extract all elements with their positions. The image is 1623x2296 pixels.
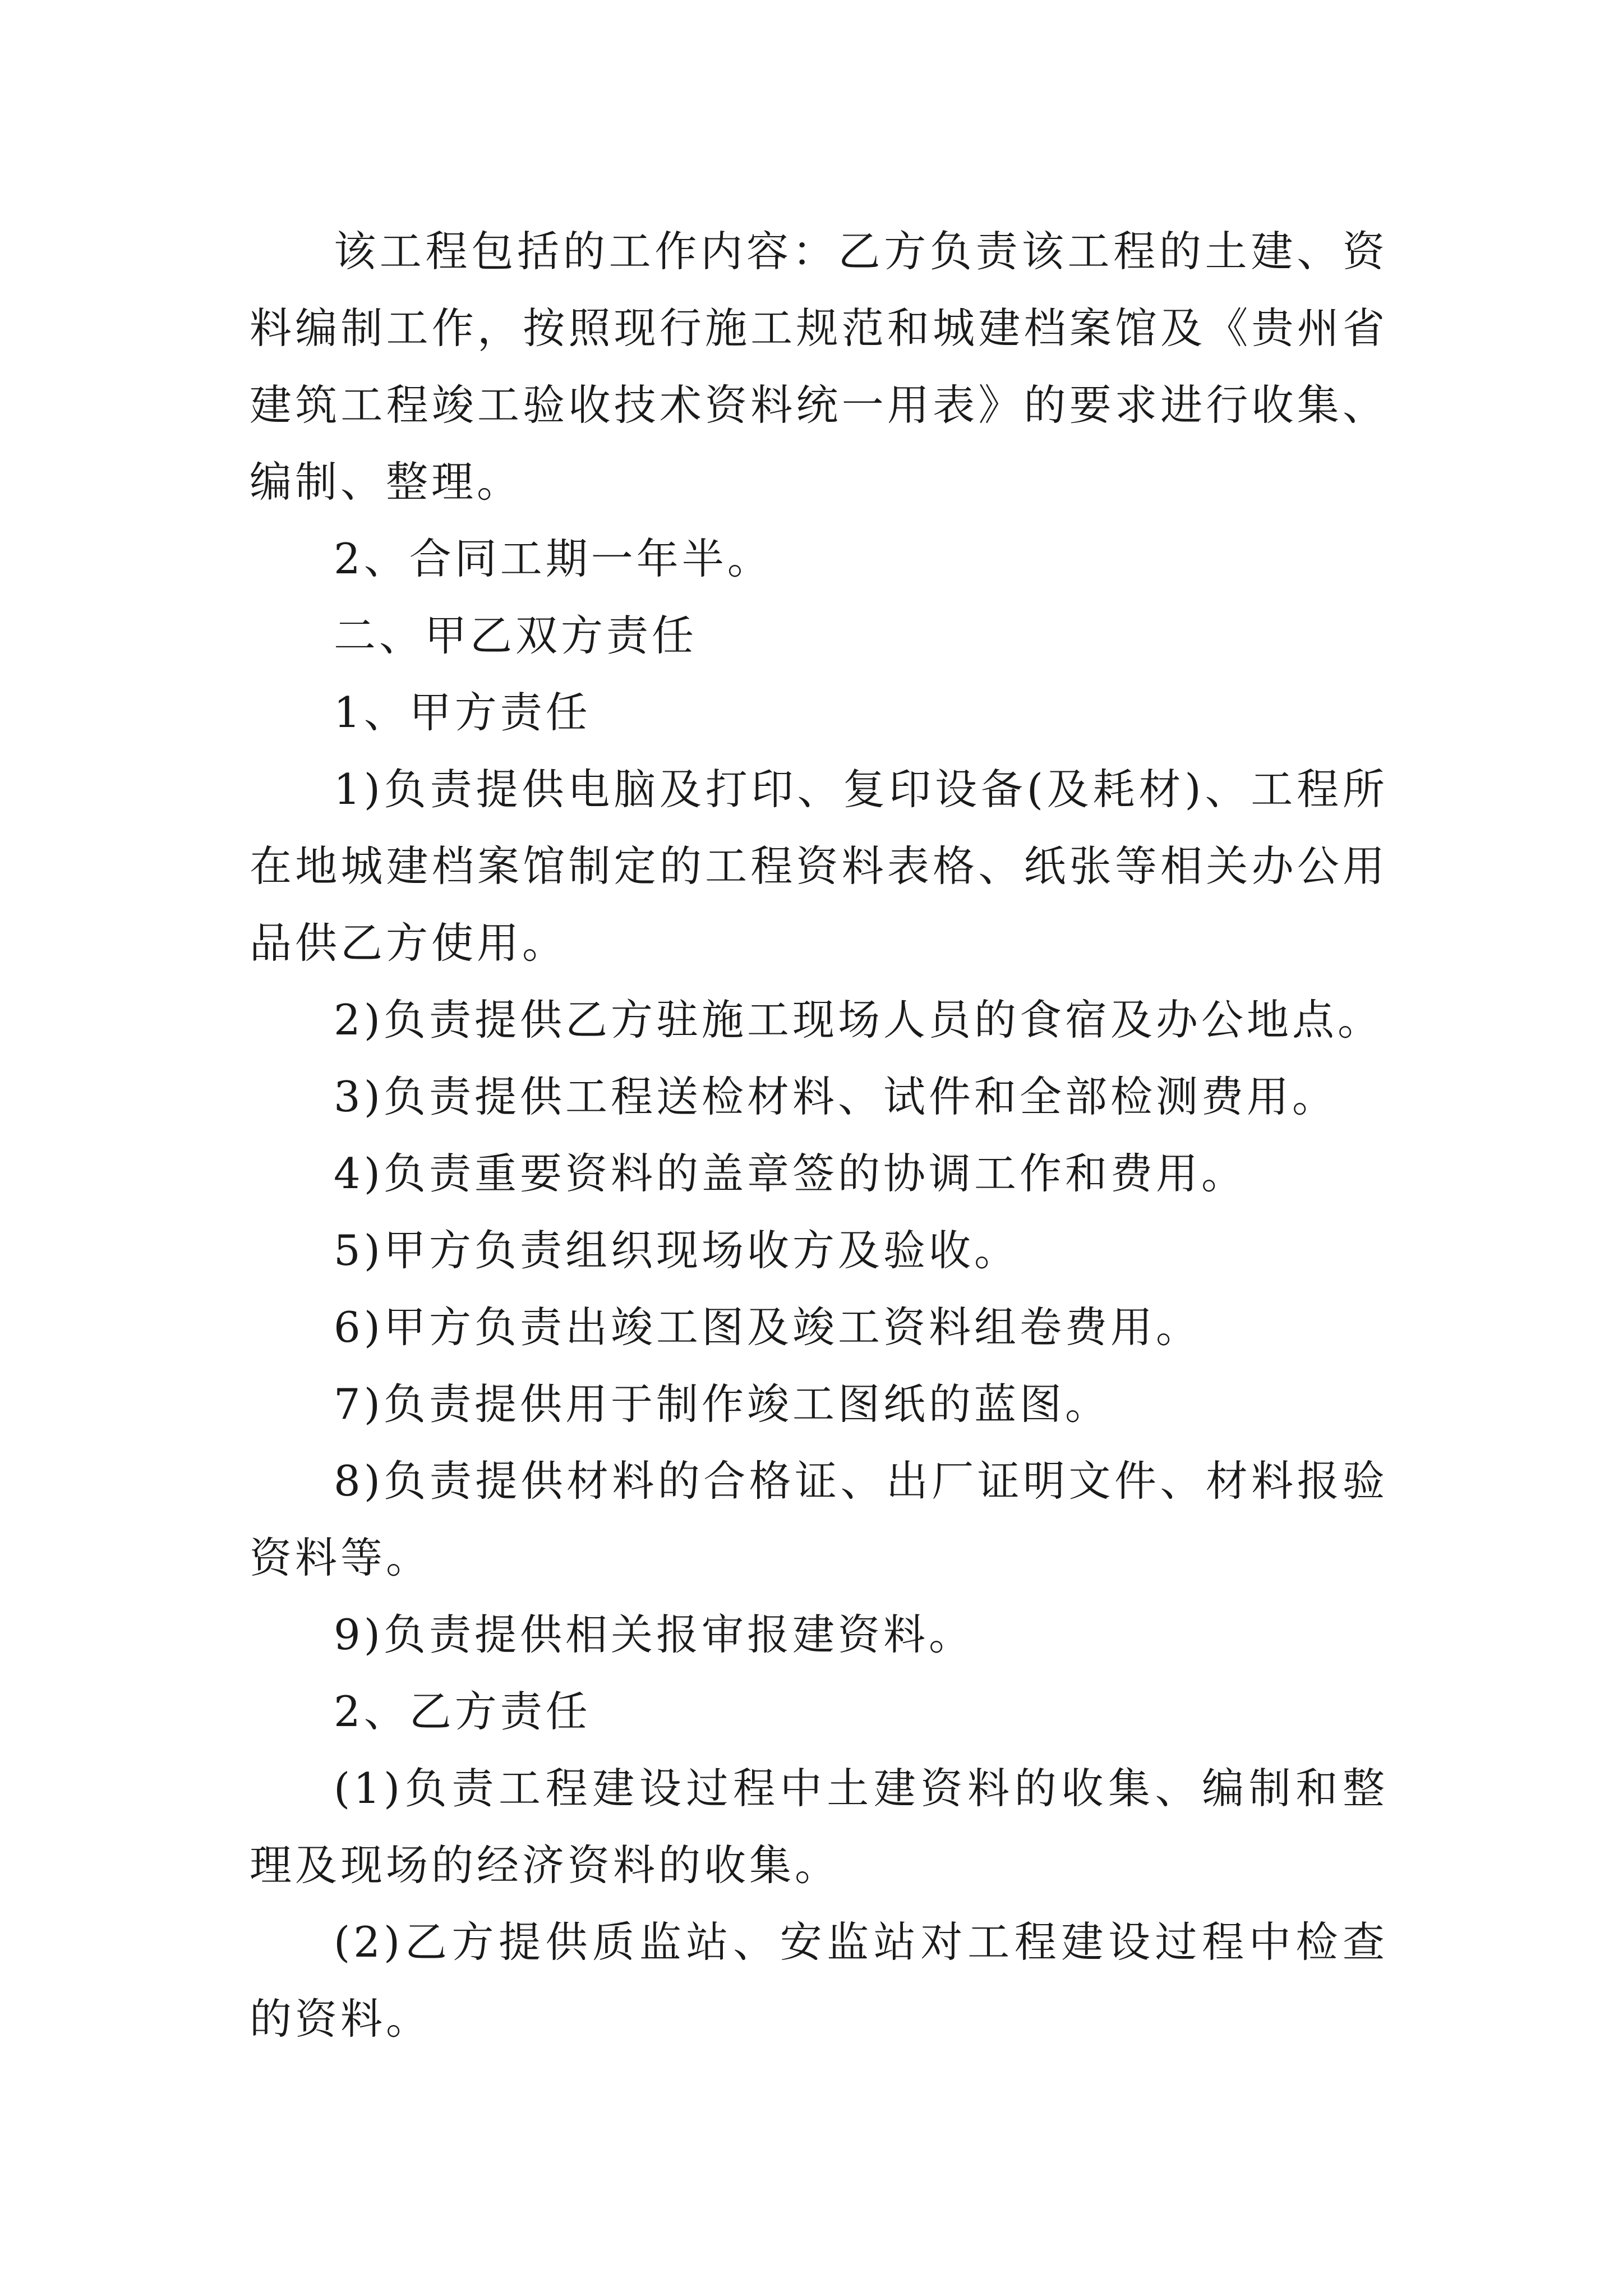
paragraph-work-content: 该工程包括的工作内容：乙方负责该工程的土建、资料编制工作，按照现行施工规范和城建档案馆及《贵州省建筑工程竣工验收技术资料统一用表》的要求进行收集、编制、整理。 [250,227,1388,507]
list-item-a-3: 3)负责提供工程送检材料、试件和全部检测费用。 [334,1072,1338,1121]
list-item-a-6: 6)甲方负责出竣工图及竣工资料组卷费用。 [334,1303,1201,1352]
list-item-b-2: (2)乙方提供质监站、安监站对工程建设过程中检查的资料。 [250,1917,1388,2044]
list-item-a-8: 8)负责提供材料的合格证、出厂证明文件、材料报验资料等。 [250,1456,1388,1582]
list-item-a-1: 1)负责提供电脑及打印、复印设备(及耗材)、工程所在地城建档案馆制定的工程资料表格、纸张等相关办公用品供乙方使用。 [250,765,1388,968]
list-item-a-4: 4)负责重要资料的盖章签的协调工作和费用。 [334,1149,1247,1198]
document-body [250,213,1388,2058]
list-item-a-7: 7)负责提供用于制作竣工图纸的蓝图。 [334,1379,1110,1429]
paragraph-contract-period: 2、合同工期一年半。 [334,534,773,583]
list-item-a-2: 2)负责提供乙方驻施工现场人员的食宿及办公地点。 [334,995,1383,1045]
list-item-a-5: 5)甲方负责组织现场收方及验收。 [334,1226,1020,1275]
list-item-b-1: (1)负责工程建设过程中土建资料的收集、编制和整理及现场的经济资料的收集。 [250,1764,1388,1890]
list-item-a-9: 9)负责提供相关报审报建资料。 [334,1610,974,1659]
subheading-party-a: 1、甲方责任 [334,688,591,737]
subheading-party-b: 2、乙方责任 [334,1687,591,1736]
section-heading-responsibilities: 二、甲乙双方责任 [334,611,698,660]
